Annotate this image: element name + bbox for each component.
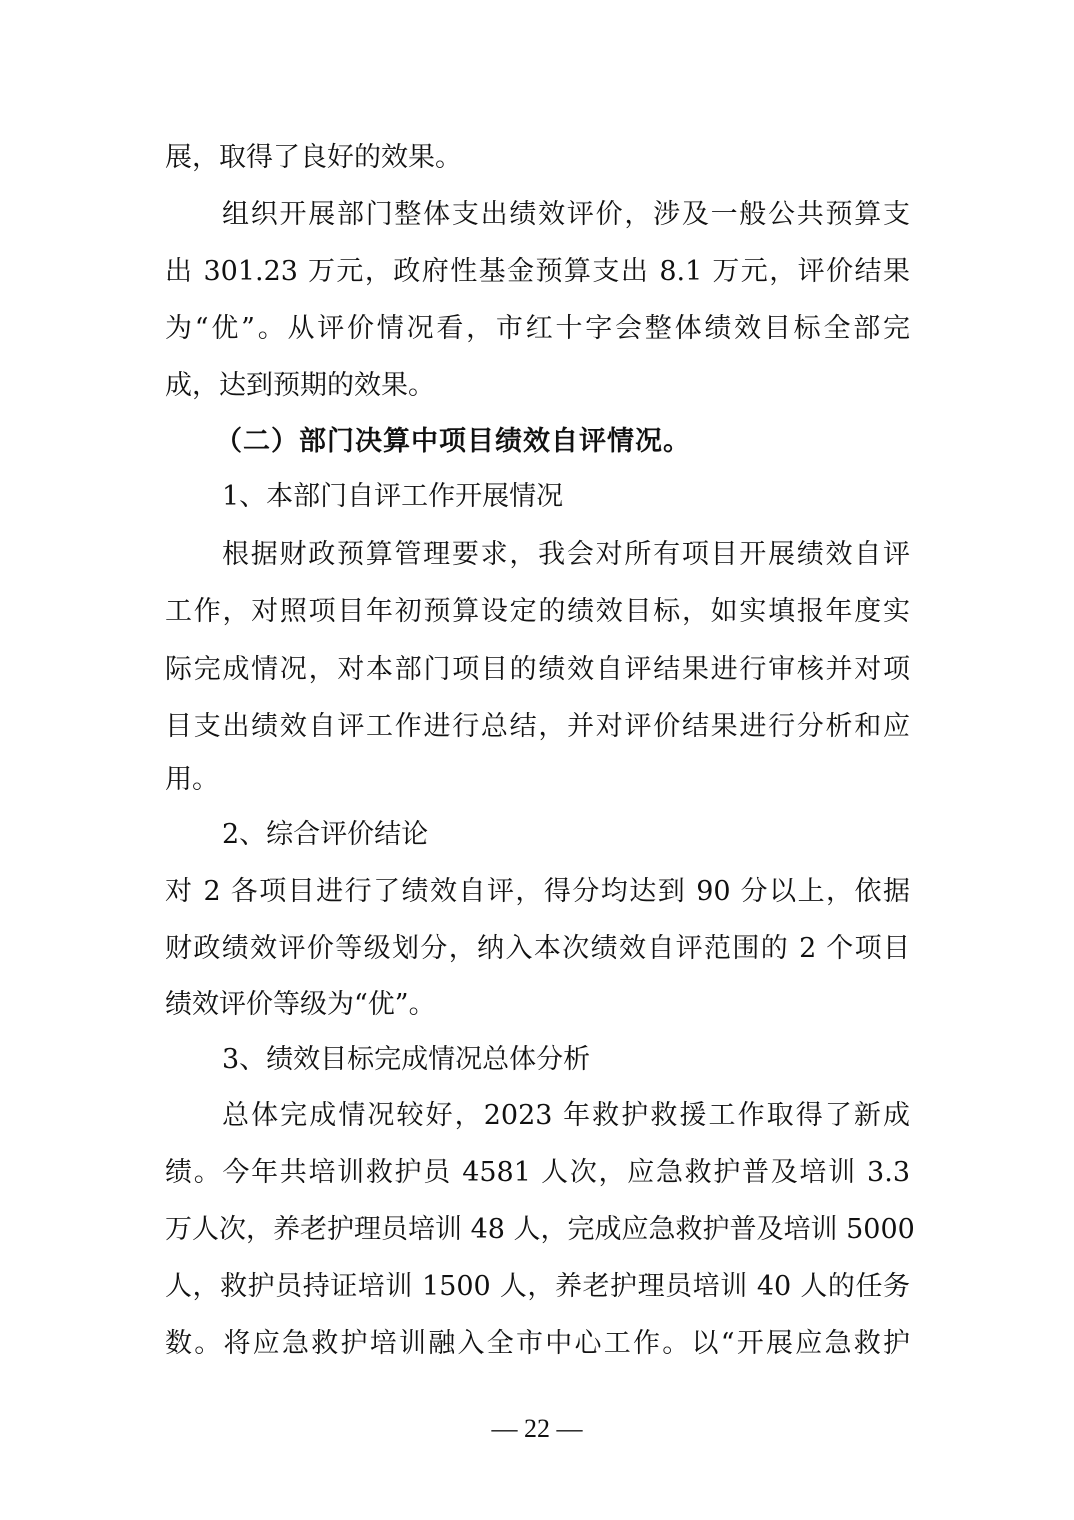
page-number: — 22 —: [491, 1414, 583, 1443]
section-heading: （二）部门决算中项目绩效自评情况。: [215, 426, 691, 457]
body-text-line: 组织开展部门整体支出绩效评价，涉及一般公共预算支: [222, 199, 910, 230]
subsection-heading: 1、本部门自评工作开展情况: [222, 481, 564, 512]
body-text-line: 财政绩效评价等级划分，纳入本次绩效自评范围的 2 个项目: [165, 933, 910, 964]
subsection-heading: 2、综合评价结论: [222, 819, 429, 850]
body-text-line: 数。将应急救护培训融入全市中心工作。以“开展应急救护: [165, 1328, 910, 1359]
body-text-line: 用。: [165, 764, 219, 795]
body-text-line: 成，达到预期的效果。: [165, 370, 435, 401]
body-text-line: 人，救护员持证培训 1500 人，养老护理员培训 40 人的任务: [165, 1271, 910, 1302]
body-text-line: 万人次，养老护理员培训 48 人，完成应急救护普及培训 5000: [165, 1214, 915, 1245]
subsection-heading: 3、绩效目标完成情况总体分析: [222, 1044, 591, 1075]
body-text-line: 总体完成情况较好，2023 年救护救援工作取得了新成: [222, 1100, 910, 1131]
body-text-line: 工作，对照项目年初预算设定的绩效目标，如实填报年度实: [165, 596, 910, 627]
body-text-line: 根据财政预算管理要求，我会对所有项目开展绩效自评: [222, 539, 910, 570]
body-text-line: 展，取得了良好的效果。: [165, 142, 462, 173]
body-text-line: 绩。今年共培训救护员 4581 人次，应急救护普及培训 3.3: [165, 1157, 910, 1188]
body-text-line: 际完成情况，对本部门项目的绩效自评结果进行审核并对项: [165, 654, 910, 685]
body-text-line: 绩效评价等级为“优”。: [165, 989, 436, 1020]
body-text-line: 对 2 各项目进行了绩效自评，得分均达到 90 分以上，依据: [165, 876, 910, 907]
body-text-line: 为“优”。从评价情况看，市红十字会整体绩效目标全部完: [165, 313, 910, 344]
body-text-line: 目支出绩效自评工作进行总结，并对评价结果进行分析和应: [165, 711, 910, 742]
body-text-line: 出 301.23 万元，政府性基金预算支出 8.1 万元，评价结果: [165, 256, 910, 287]
